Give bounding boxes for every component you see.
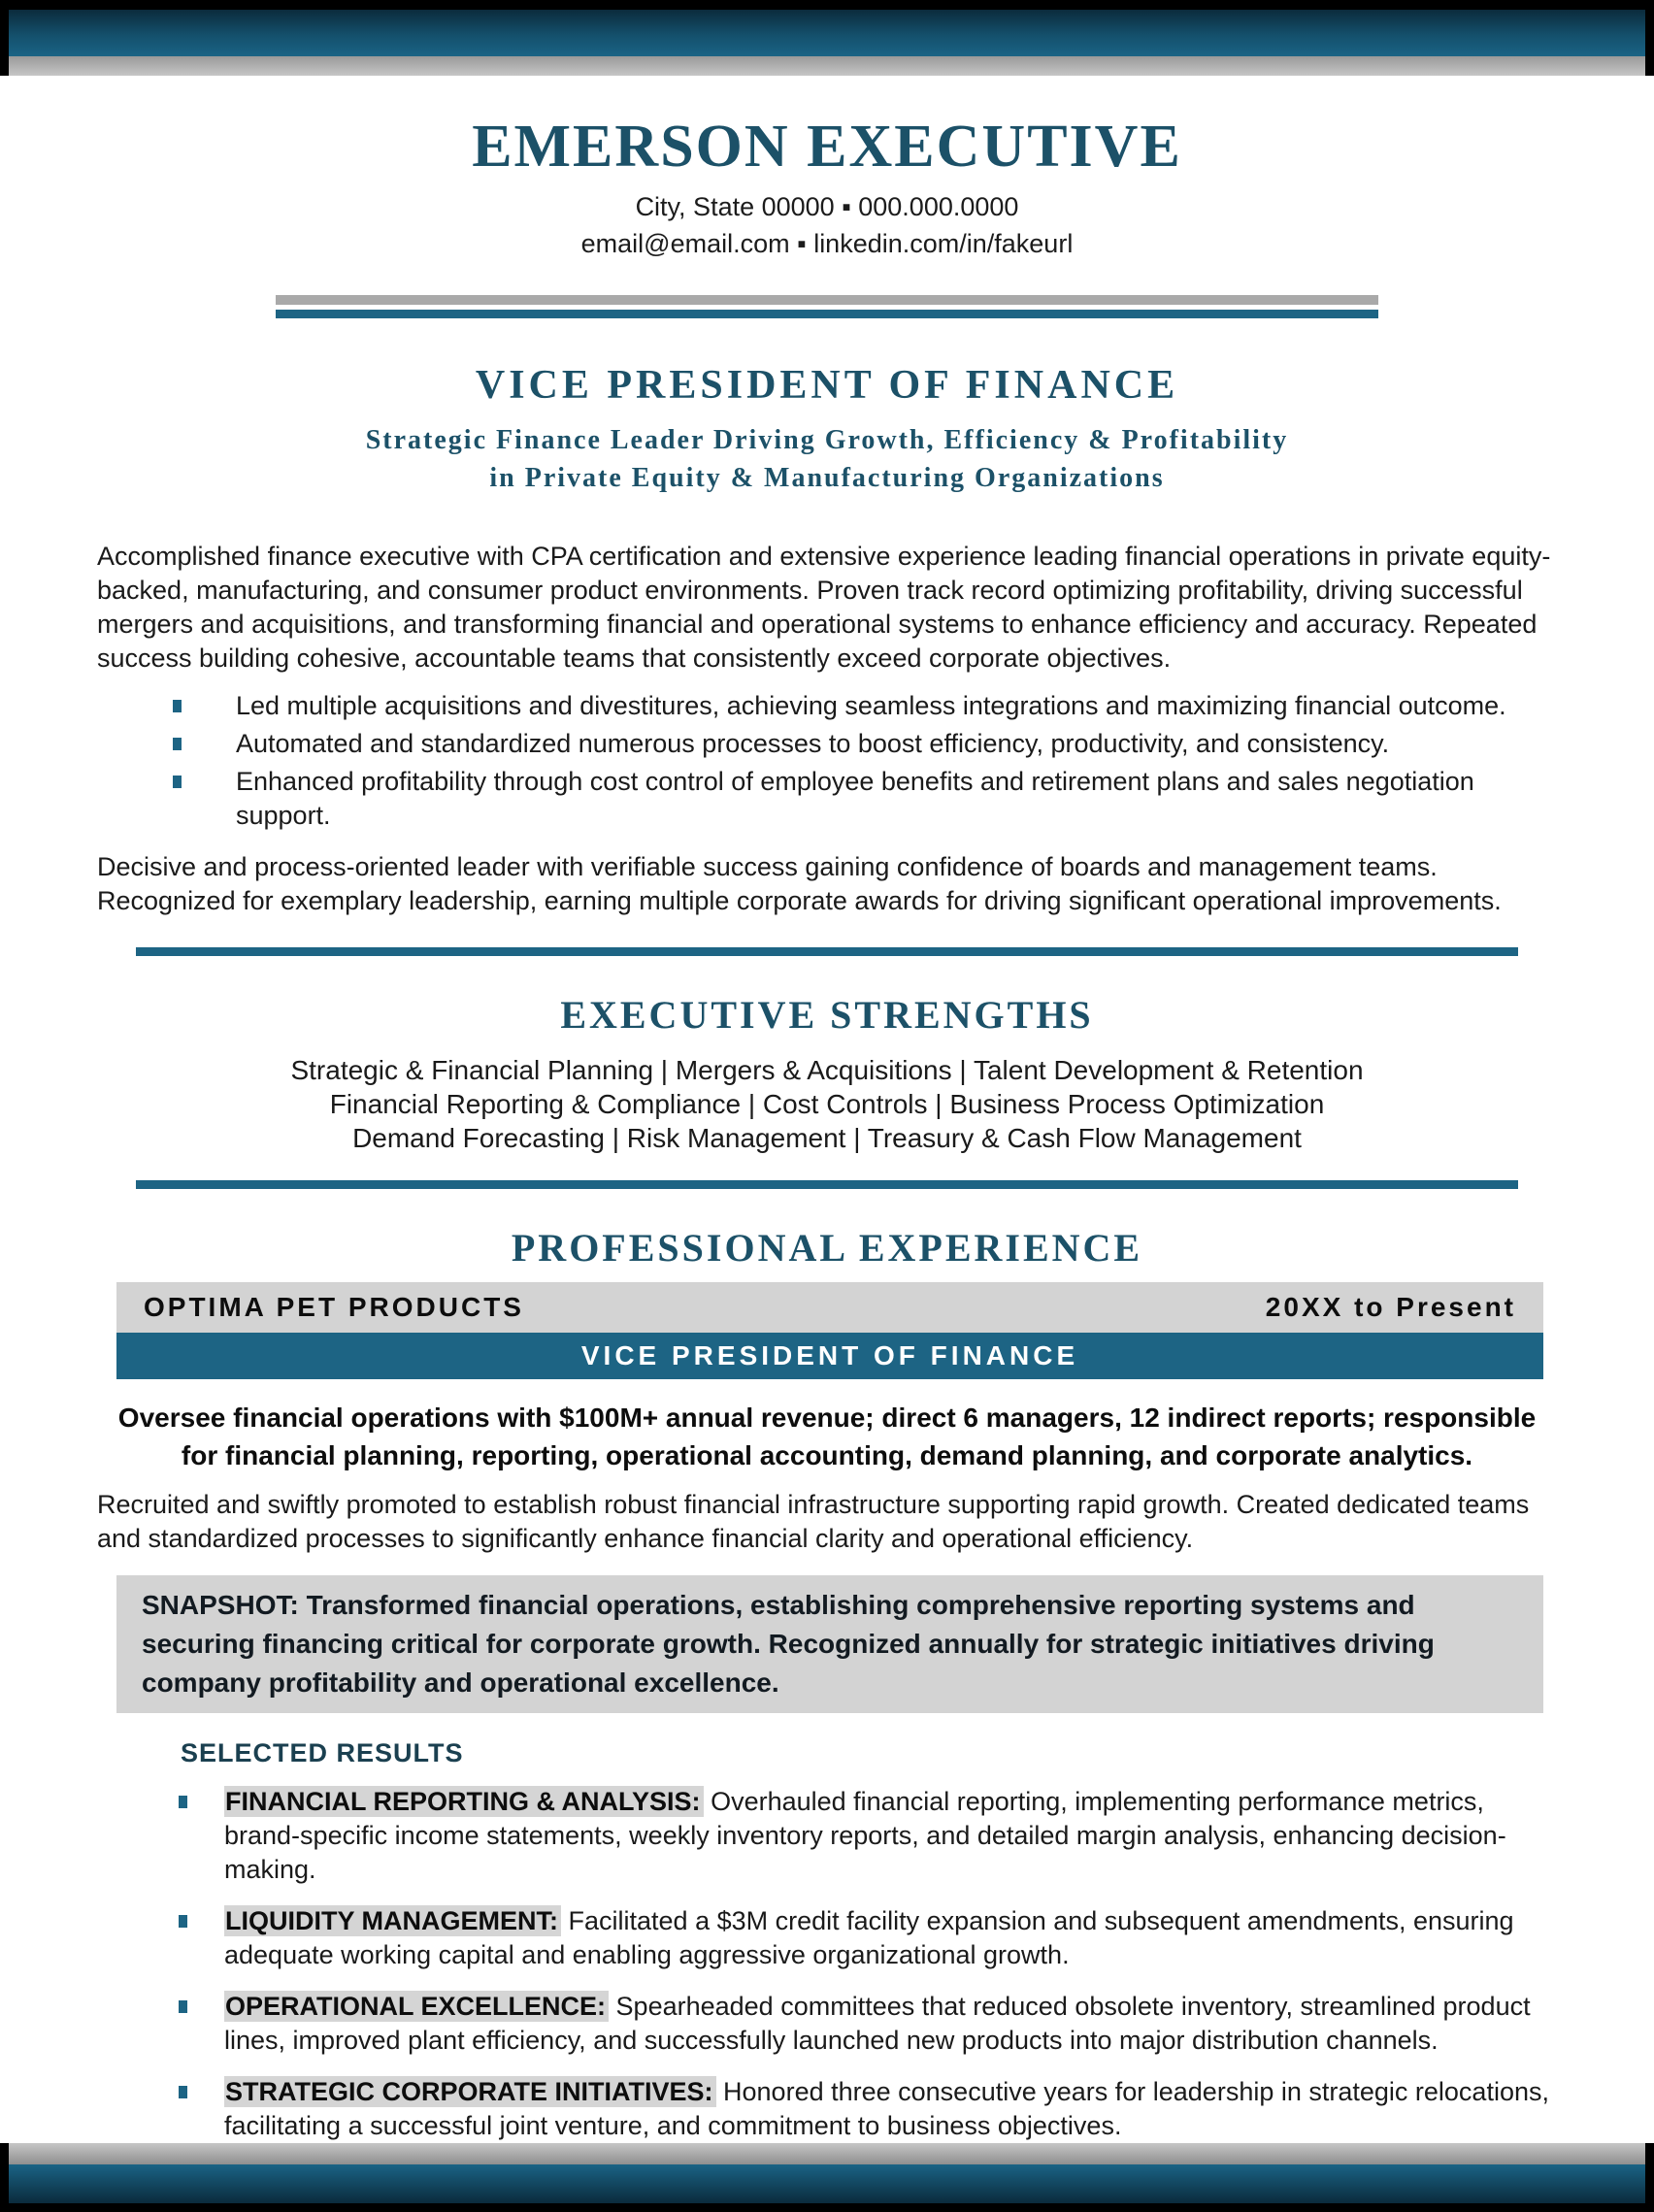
result-description: Overhauled financial reporting, implementing performance metrics, brand-specific income statements, weekly inventory reports, and detailed margin analysis, enhancing decision-making. — [224, 1787, 1506, 1884]
summary-paragraph: Accomplished finance executive with CPA certification and extensive experience leading financial operations in private equity-backed, manufacturing, and consumer product environments. Proven track record optimizing profitability, driving successful mergers and acquisitions, and transforming financial and operational systems to enhance efficiency and accuracy. Repeated success building cohesive, accountable teams that consistently exceed corporate objectives. — [97, 542, 1551, 673]
section-heading-executive-strengths: EXECUTIVE STRENGTHS — [560, 993, 1094, 1037]
job-title: VICE PRESIDENT OF FINANCE — [580, 1340, 1079, 1370]
result-item — [179, 1904, 1557, 1972]
top-border-band — [0, 0, 1654, 76]
square-bullet-icon — [179, 1796, 187, 1808]
selected-results-heading: SELECTED RESULTS — [181, 1738, 464, 1767]
summary-bullet-text: Led multiple acquisitions and divestitures, achieving seamless integrations and maximizing financial outcome. — [236, 691, 1506, 720]
summary-bullet — [173, 689, 1557, 723]
tagline — [97, 421, 1557, 497]
result-description: Spearheaded committees that reduced obsolete inventory, streamlined product lines, improved plant efficiency, and successfully launched new products into major distribution channels. — [224, 1992, 1531, 2055]
section-rule — [136, 1180, 1518, 1189]
role-scope-statement: Oversee financial operations with $100M+ annual revenue; direct 6 managers, 12 indirect reports; responsible for financial planning, reporting, operational accounting, demand planning, and corporate analytics. — [117, 1403, 1537, 1470]
candidate-name: EMERSON EXECUTIVE — [472, 114, 1182, 180]
bottom-teal-gradient-bar — [9, 2164, 1645, 2203]
strengths-line: Strategic & Financial Planning | Mergers & Acquisitions | Talent Development & Retention — [290, 1055, 1364, 1085]
contact-line-email-linkedin: email@email.com ▪ linkedin.com/in/fakeurl — [580, 229, 1074, 258]
result-text — [224, 1785, 1557, 1887]
bottom-gray-gradient-bar — [9, 2143, 1645, 2164]
strengths-line: Financial Reporting & Compliance | Cost Controls | Business Process Optimization — [329, 1089, 1325, 1119]
result-item — [179, 1990, 1557, 2058]
header-divider — [276, 295, 1378, 318]
strengths-line: Demand Forecasting | Risk Management | Treasury & Cash Flow Management — [352, 1123, 1302, 1153]
top-teal-gradient-bar — [9, 10, 1645, 56]
result-text — [224, 1904, 1557, 1972]
target-role-title: VICE PRESIDENT OF FINANCE — [475, 363, 1179, 408]
result-text — [224, 1990, 1557, 2058]
bottom-border-band — [0, 2143, 1654, 2212]
result-item — [179, 1785, 1557, 1887]
selected-results-list — [97, 1785, 1557, 2143]
page-content — [0, 76, 1654, 2143]
tagline-line-2: in Private Equity & Manufacturing Organizations — [489, 463, 1165, 493]
result-item — [179, 2075, 1557, 2143]
snapshot-callout: SNAPSHOT: Transformed financial operations, establishing comprehensive reporting systems and securing financing critical for corporate growth. Recognized annually for strategic initiatives driving company profitability and operational excellence. — [116, 1575, 1543, 1713]
header-divider-gray-bar — [276, 295, 1378, 305]
square-bullet-icon — [173, 700, 182, 712]
result-category-label: OPERATIONAL EXCELLENCE: — [224, 1991, 609, 2022]
company-name: OPTIMA PET PRODUCTS — [144, 1292, 524, 1322]
contact-line-location-phone: City, State 00000 ▪ 000.000.0000 — [635, 192, 1019, 221]
result-category-label: LIQUIDITY MANAGEMENT: — [224, 1905, 561, 1936]
summary-bullet — [173, 765, 1557, 833]
strengths-list — [97, 1053, 1557, 1155]
summary-bullet-list — [97, 689, 1557, 833]
summary-bullet — [173, 727, 1557, 761]
job-title-bar — [116, 1333, 1543, 1379]
employment-dates: 20XX to Present — [1265, 1292, 1516, 1322]
company-header-bar — [116, 1282, 1543, 1333]
square-bullet-icon — [173, 776, 182, 788]
contact-block — [97, 188, 1557, 262]
square-bullet-icon — [179, 2000, 187, 2013]
result-description: Honored three consecutive years for leadership in strategic relocations, facilitating a successful joint venture, and commitment to business objectives. — [224, 2077, 1549, 2140]
summary-bullet-text: Enhanced profitability through cost control of employee benefits and retirement plans and sales negotiation support. — [236, 767, 1474, 830]
section-heading-professional-experience: PROFESSIONAL EXPERIENCE — [511, 1226, 1143, 1270]
square-bullet-icon — [179, 2086, 187, 2098]
section-rule — [136, 947, 1518, 956]
square-bullet-icon — [173, 738, 182, 750]
result-category-label: FINANCIAL REPORTING & ANALYSIS: — [224, 1786, 704, 1817]
result-description: Facilitated a $3M credit facility expansion and subsequent amendments, ensuring adequate working capital and enabling aggressive organizational growth. — [224, 1906, 1514, 1969]
square-bullet-icon — [179, 1915, 187, 1928]
tagline-line-1: Strategic Finance Leader Driving Growth, Efficiency & Profitability — [365, 425, 1289, 455]
result-category-label: STRATEGIC CORPORATE INITIATIVES: — [224, 2076, 716, 2107]
header-divider-teal-bar — [276, 310, 1378, 318]
role-intro-paragraph: Recruited and swiftly promoted to establish robust financial infrastructure supporting rapid growth. Created dedicated teams and standardized processes to significantly enhance financial clarity and operational efficiency. — [97, 1490, 1530, 1553]
summary-bullet-text: Automated and standardized numerous processes to boost efficiency, productivity, and consistency. — [236, 729, 1390, 758]
leadership-paragraph: Decisive and process-oriented leader with verifiable success gaining confidence of boards and management teams. Recognized for exemplary leadership, earning multiple corporate awards for driving significant operational improvements. — [97, 852, 1502, 915]
result-text — [224, 2075, 1557, 2143]
top-gray-gradient-bar — [9, 56, 1645, 76]
